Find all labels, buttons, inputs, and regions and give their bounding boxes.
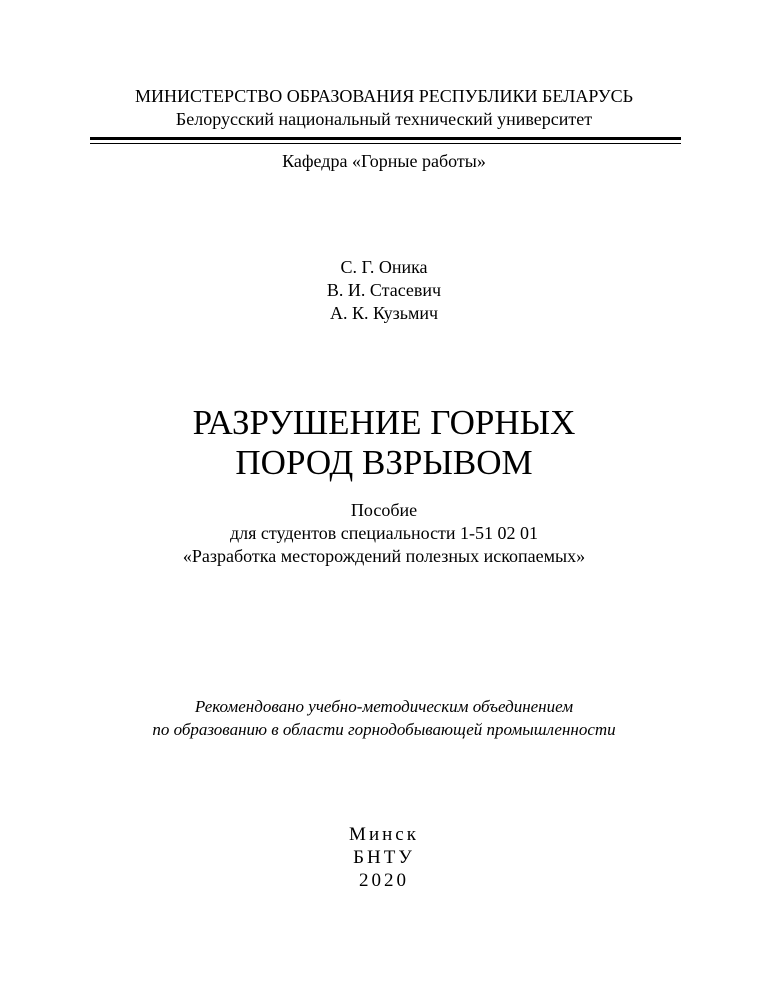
recommendation-line-2: по образованию в области горнодобывающей промышленности [152, 720, 616, 739]
recommendation-line-1: Рекомендовано учебно-методическим объединением [194, 697, 574, 716]
book-title-line-2: ПОРОД ВЗРЫВОМ [235, 443, 533, 482]
specialty-name: «Разработка месторождений полезных ископаемых» [182, 546, 586, 566]
header-rule-thick [90, 137, 681, 140]
book-title-line-1: РАЗРУШЕНИЕ ГОРНЫХ [192, 403, 576, 442]
target-audience: для студентов специальности 1-51 02 01 [229, 523, 539, 543]
publication-type: Пособие [350, 500, 418, 520]
author: В. И. Стасевич [326, 280, 442, 300]
ministry-name: МИНИСТЕРСТВО ОБРАЗОВАНИЯ РЕСПУБЛИКИ БЕЛАРУСЬ [134, 86, 634, 106]
header-rule-thin [90, 143, 681, 144]
author: А. К. Кузьмич [329, 303, 439, 323]
imprint-city: Минск [349, 824, 419, 845]
department-name: Кафедра «Горные работы» [282, 151, 486, 171]
author: С. Г. Оника [340, 257, 428, 277]
imprint-year: 2020 [359, 870, 409, 891]
university-name: Белорусский национальный технический университет [175, 109, 593, 129]
imprint-publisher: БНТУ [353, 847, 415, 868]
